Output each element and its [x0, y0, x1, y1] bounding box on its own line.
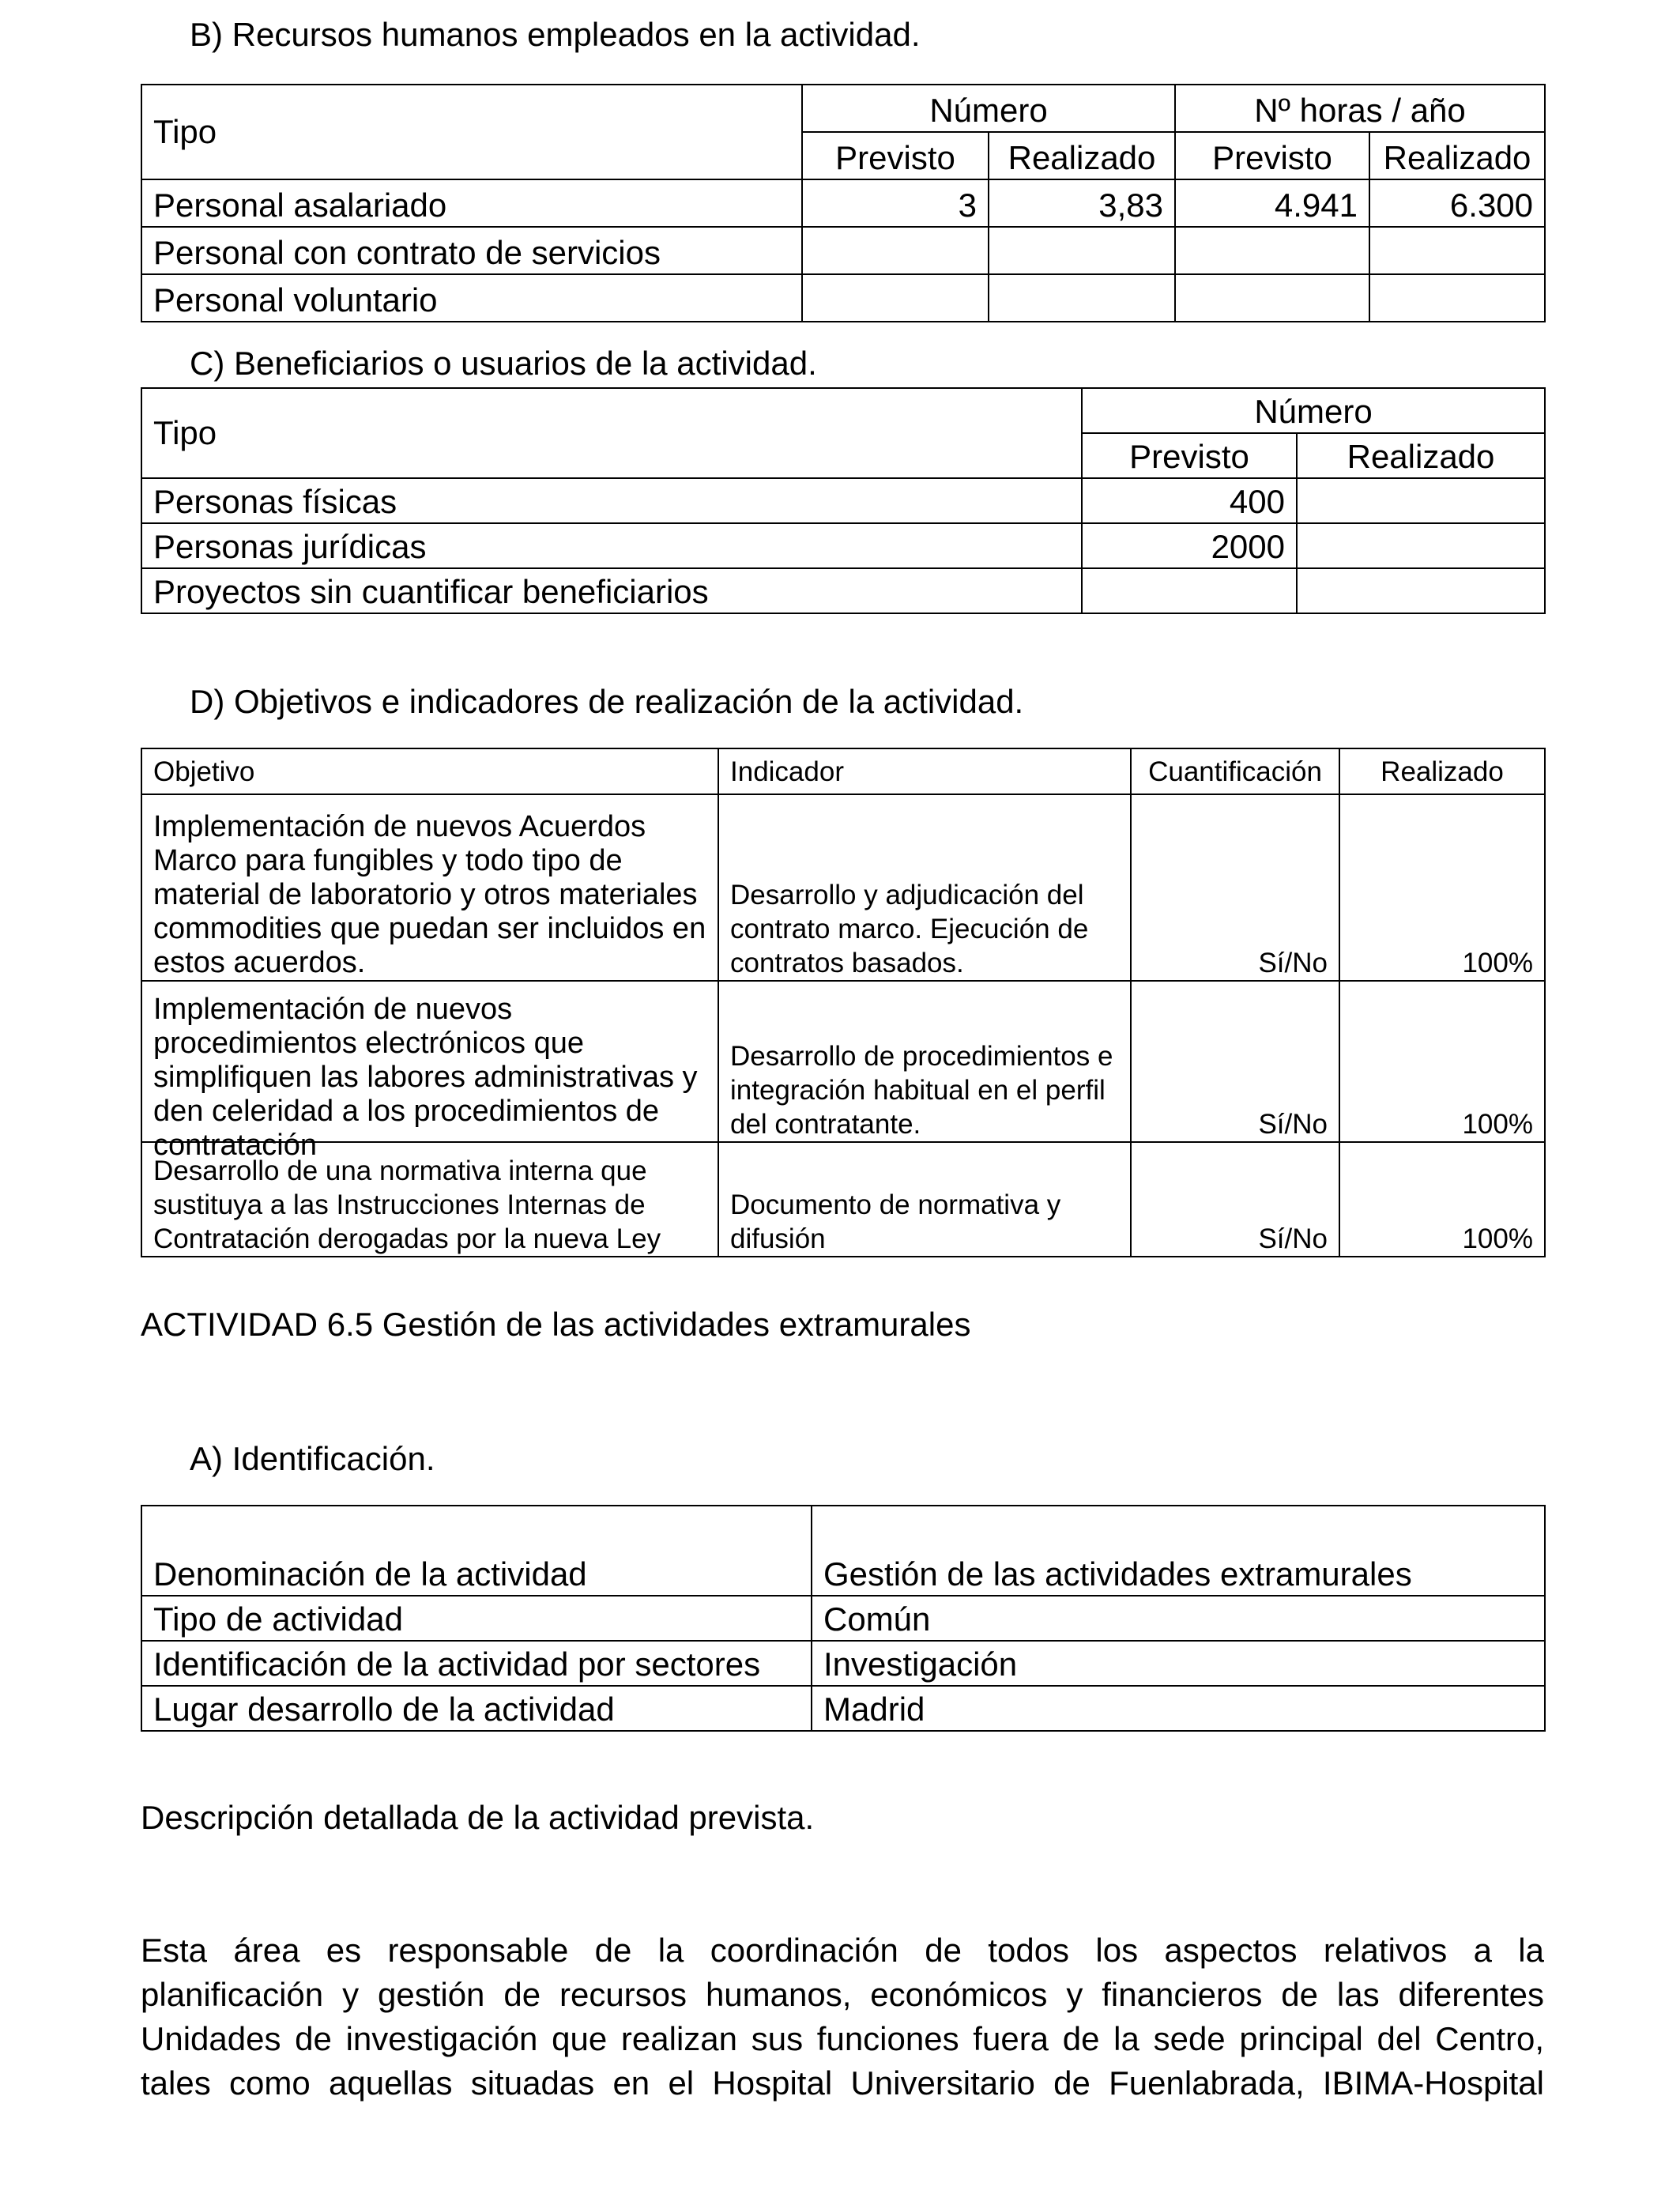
- objectives-table: [141, 748, 1546, 1257]
- description-paragraph: [141, 1928, 1544, 2105]
- row-value: Gestión de las actividades extramurales: [812, 1506, 1545, 1596]
- table-row: [141, 227, 1545, 274]
- row-value: Investigación: [812, 1641, 1545, 1686]
- row-label: Tipo de actividad: [141, 1596, 812, 1641]
- col-header-realizado: Realizado: [1339, 748, 1545, 794]
- objective-text: [141, 981, 718, 1162]
- table-row: [141, 794, 1545, 981]
- sub-header-realizado: Realizado: [989, 132, 1175, 179]
- paragraph-line: tales como aquellas situadas en el Hospital Universitario de Fuenlabrada, IBIMA-Hospital: [141, 2064, 1544, 2102]
- row-label: Personal con contrato de servicios: [141, 227, 802, 274]
- paragraph-line: Esta área es responsable de la coordinación de todos los aspectos relativos a la: [141, 1932, 1544, 1969]
- cell-value: [802, 274, 989, 322]
- cell-value: [1082, 568, 1297, 613]
- paragraph-line: Unidades de investigación que realizan sus funciones fuera de la sede principal del Centro,: [141, 2020, 1544, 2057]
- table-row: [141, 1142, 1545, 1257]
- beneficiaries-table: [141, 387, 1546, 614]
- table-row: [141, 523, 1545, 568]
- paragraph-line: planificación y gestión de recursos humanos, económicos y financieros de las diferentes: [141, 1976, 1544, 2013]
- table-row: [141, 1641, 1545, 1686]
- realized-value: 100%: [1339, 1142, 1545, 1257]
- col-header-cuantificacion: Cuantificación: [1131, 748, 1339, 794]
- objective-text: Desarrollo de una normativa interna que sustituya a las Instrucciones Internas de Contratación derogadas por la nueva Ley: [141, 1142, 718, 1257]
- section-d-title: D) Objetivos e indicadores de realización de la actividad.: [190, 683, 1024, 720]
- cell-value: 400: [1082, 478, 1297, 523]
- table-row: [141, 1686, 1545, 1731]
- objective-text-clip: Implementación de nuevos procedimientos electrónicos que simplifiquen las labores administrativas y den celeridad a los procedimientos de contratación: [153, 993, 698, 1162]
- cell-value: [1369, 274, 1545, 322]
- cell-value: 3: [802, 179, 989, 227]
- table-row: [141, 1596, 1545, 1641]
- row-value: Madrid: [812, 1686, 1545, 1731]
- row-label: Personal asalariado: [141, 179, 802, 227]
- cell-value: 6.300: [1369, 179, 1545, 227]
- table-row: [141, 981, 1545, 1142]
- table-row: [141, 179, 1545, 227]
- row-label: Personas físicas: [141, 478, 1082, 523]
- sub-header-realizado: Realizado: [1369, 132, 1545, 179]
- sub-header-previsto: Previsto: [1082, 433, 1297, 478]
- cell-value: [989, 227, 1175, 274]
- cell-value: [1175, 227, 1369, 274]
- col-header-tipo: Tipo: [141, 388, 1082, 478]
- col-header-horas: Nº horas / año: [1175, 85, 1545, 132]
- cell-value: 2000: [1082, 523, 1297, 568]
- section-a-title: A) Identificación.: [190, 1440, 435, 1477]
- activity-heading: ACTIVIDAD 6.5 Gestión de las actividades extramurales: [141, 1306, 971, 1343]
- indicator-text: Desarrollo y adjudicación del contrato marco. Ejecución de contratos basados.: [718, 794, 1131, 981]
- table-row: [141, 1506, 1545, 1596]
- cell-value: [1175, 274, 1369, 322]
- realized-value: 100%: [1339, 794, 1545, 981]
- col-header-objetivo: Objetivo: [141, 748, 718, 794]
- cell-value: 3,83: [989, 179, 1175, 227]
- col-header-numero: Número: [802, 85, 1175, 132]
- indicator-text: Documento de normativa y difusión: [718, 1142, 1131, 1257]
- sub-header-realizado: Realizado: [1297, 433, 1545, 478]
- col-header-indicador: Indicador: [718, 748, 1131, 794]
- col-header-numero: Número: [1082, 388, 1545, 433]
- row-label: Denominación de la actividad: [141, 1506, 812, 1596]
- row-label: Proyectos sin cuantificar beneficiarios: [141, 568, 1082, 613]
- cell-value: [989, 274, 1175, 322]
- cell-value: [802, 227, 989, 274]
- cell-value: [1297, 478, 1545, 523]
- sub-header-previsto: Previsto: [802, 132, 989, 179]
- identification-table: [141, 1505, 1546, 1732]
- quantification-value: Sí/No: [1131, 1142, 1339, 1257]
- sub-header-previsto: Previsto: [1175, 132, 1369, 179]
- table-row: [141, 478, 1545, 523]
- realized-value: 100%: [1339, 981, 1545, 1142]
- col-header-tipo: Tipo: [141, 85, 802, 179]
- indicator-text: Desarrollo de procedimientos e integración habitual en el perfil del contratante.: [718, 981, 1131, 1142]
- section-c-title: C) Beneficiarios o usuarios de la actividad.: [190, 345, 817, 382]
- human-resources-table: [141, 84, 1546, 322]
- table-row: [141, 568, 1545, 613]
- objective-text: Implementación de nuevos Acuerdos Marco para fungibles y todo tipo de material de laboratorio y otros materiales commodities que puedan ser incluidos en estos acuerdos.: [141, 794, 718, 981]
- row-label: Personas jurídicas: [141, 523, 1082, 568]
- row-value: Común: [812, 1596, 1545, 1641]
- description-heading: Descripción detallada de la actividad prevista.: [141, 1799, 815, 1836]
- cell-value: 4.941: [1175, 179, 1369, 227]
- quantification-value: Sí/No: [1131, 794, 1339, 981]
- quantification-value: Sí/No: [1131, 981, 1339, 1142]
- row-label: Identificación de la actividad por sectores: [141, 1641, 812, 1686]
- cell-value: [1297, 523, 1545, 568]
- row-label: Lugar desarrollo de la actividad: [141, 1686, 812, 1731]
- section-b-title: B) Recursos humanos empleados en la actividad.: [190, 16, 921, 53]
- cell-value: [1297, 568, 1545, 613]
- row-label: Personal voluntario: [141, 274, 802, 322]
- table-row: [141, 274, 1545, 322]
- cell-value: [1369, 227, 1545, 274]
